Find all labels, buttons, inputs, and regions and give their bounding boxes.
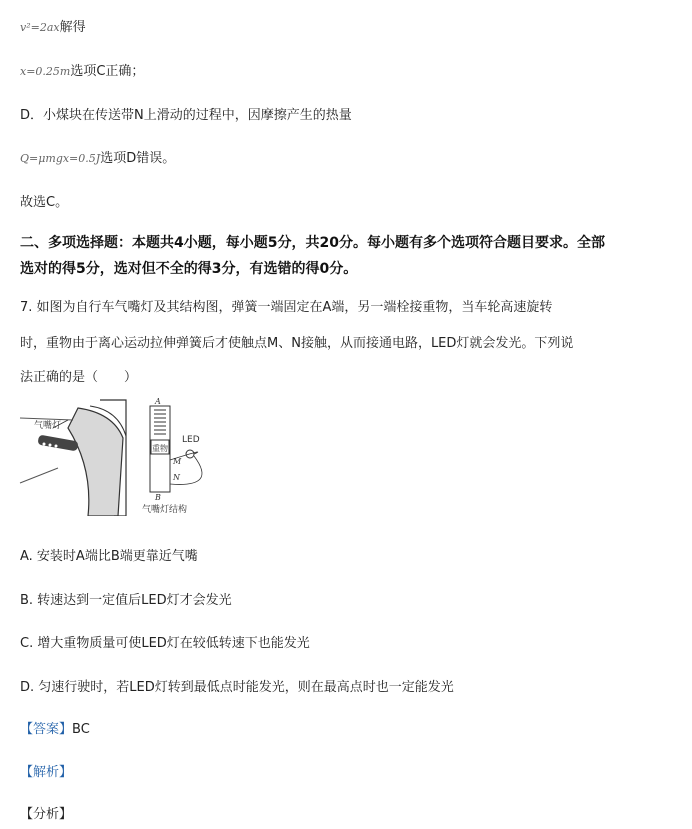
label-LED: LED bbox=[182, 435, 200, 445]
spoke-line bbox=[20, 418, 73, 420]
text: 解得 bbox=[59, 20, 86, 35]
fenxi-label: 【分析】 bbox=[20, 807, 73, 822]
lamp-dot bbox=[49, 444, 52, 447]
line-3: D．小煤块在传送带N上滑动的过程中，因摩擦产生的热量 bbox=[20, 108, 352, 123]
figure-caption: 气嘴灯结构 bbox=[142, 505, 188, 515]
option-A: A. 安装时A端比B端更靠近气嘴 bbox=[20, 549, 198, 564]
text: 选项D错误。 bbox=[100, 151, 176, 166]
formula-v2: v²=2ax bbox=[20, 21, 60, 34]
formula-x: x=0.25m bbox=[20, 65, 71, 78]
valve-lamp-figure bbox=[18, 398, 218, 516]
text: 选项C正确； bbox=[70, 64, 145, 79]
label-A: A bbox=[155, 398, 161, 406]
line-5: 故选C。 bbox=[20, 195, 69, 210]
option-B: B. 转速达到一定值后LED灯才会发光 bbox=[20, 593, 232, 608]
option-C: C. 增大重物质量可使LED灯在较低转速下也能发光 bbox=[20, 636, 310, 651]
answer-value: BC bbox=[72, 722, 90, 737]
analysis-label: 【解析】 bbox=[20, 765, 73, 780]
section-heading-2: 选对的得5分，选对但不全的得3分，有选错的得0分。 bbox=[20, 261, 358, 277]
answer-label: 【答案】 bbox=[20, 722, 73, 737]
question-line-3: 法正确的是（ ） bbox=[20, 370, 138, 385]
section-heading-1: 二、多项选择题：本题共4小题，每小题5分，共20分。每小题有多个选项符合题目要求。全部 bbox=[20, 235, 605, 251]
tire-shape bbox=[68, 408, 123, 516]
answer-line bbox=[20, 718, 90, 737]
option-D: D. 匀速行驶时，若LED灯转到最低点时能发光，则在最高点时也一定能发光 bbox=[20, 680, 454, 695]
label-N: N bbox=[173, 473, 180, 482]
label-B: B bbox=[155, 493, 161, 502]
formula-q: Q=μmgx=0.5J bbox=[20, 152, 101, 165]
label-weight: 重物 bbox=[152, 444, 168, 453]
line-2 bbox=[20, 60, 144, 79]
line-1 bbox=[20, 16, 86, 35]
lamp-dot bbox=[55, 445, 58, 448]
label-valve-lamp: 气嘴灯 bbox=[34, 421, 62, 431]
question-line-1: 7. 如图为自行车气嘴灯及其结构图，弹簧一端固定在A端，另一端栓接重物，当车轮高速旋转 bbox=[20, 300, 553, 315]
spoke-line-2 bbox=[20, 468, 58, 483]
spring-icon bbox=[154, 410, 166, 434]
question-line-2: 时，重物由于离心运动拉伸弹簧后才使触点M、N接触，从而接通电路，LED灯就会发光。下列说 bbox=[20, 336, 574, 351]
line-4 bbox=[20, 147, 175, 166]
label-M: M bbox=[173, 457, 182, 466]
lamp-dot bbox=[43, 443, 46, 446]
